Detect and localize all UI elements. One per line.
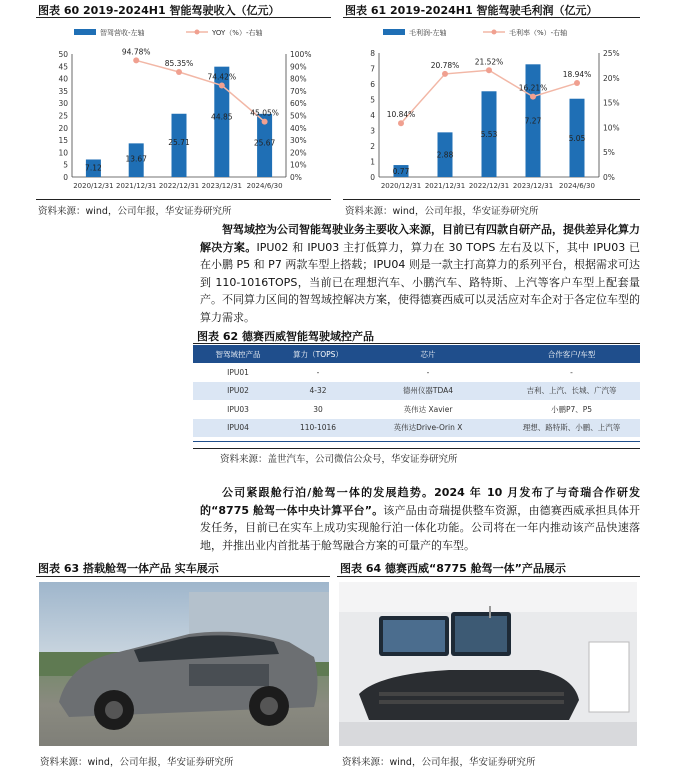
bar-value-label: 2.88 [436,150,454,160]
cell-product: IPU04 [193,419,283,438]
line-value-label: 21.52% [474,57,504,67]
line-point [398,120,404,126]
header-customers: 合作客户/车型 [503,345,640,363]
y-right-tick-label: 10% [603,123,620,133]
bar-value-label: 25.71 [168,138,190,148]
y-left-tick-label: 30 [58,99,68,109]
line-point [262,119,268,125]
cell-compute: - [316,367,320,377]
y-right-tick-label: 100% [290,50,312,59]
fig62-title-rule [193,343,640,344]
y-right-tick-label: 80% [290,74,307,84]
x-tick-label: 2021/12/31 [116,182,157,190]
y-right-tick-label: 15% [603,98,620,108]
y-left-tick-label: 4 [370,111,375,120]
table-surface [339,722,637,746]
y-right-tick-label: 90% [290,62,307,72]
y-right-tick-label: 40% [290,123,307,133]
car-decal [189,664,269,686]
y-left-tick-label: 45 [58,62,68,72]
vent-1 [379,692,564,696]
y-left-tick-label: 2 [370,142,375,151]
y-right-tick-label: 20% [603,73,620,83]
line-value-label: 16.21% [518,83,548,93]
fig60-source-rule [36,199,331,200]
vent-2 [379,700,564,704]
y-right-tick-label: 10% [290,160,307,170]
cell-chip: - [426,367,430,377]
product-illustration [339,582,637,746]
legend-line-marker [492,30,497,35]
body-paragraph-2 [200,484,640,554]
product-table [193,345,640,437]
y-right-tick-label: 0% [290,173,302,182]
line-point [574,80,580,86]
y-left-tick-label: 15 [58,136,68,146]
bar-value-label: 13.67 [125,154,147,164]
x-tick-label: 2021/12/31 [424,182,466,190]
legend-bar-label: 智驾营收-左轴 [100,29,145,37]
x-tick-label: 2024/6/30 [559,182,595,190]
table-header-row [193,345,640,363]
y-left-tick-label: 50 [58,50,68,59]
backdrop [339,582,637,612]
fig64-title-rule [337,576,640,577]
bar-value-label: 5.53 [480,130,498,140]
y-right-tick-label: 50% [290,111,307,121]
car-photo [39,582,329,746]
bar-value-label: 5.05 [568,133,586,143]
fig60-title-rule [36,17,331,18]
legend-line-marker [195,30,200,35]
fig60-source: 资料来源：wind，公司年报，华安证券研究所 [38,206,232,217]
legend-bar-label: 毛利润-左轴 [409,29,447,37]
mount [489,606,491,618]
y-left-tick-label: 5 [370,95,375,105]
y-left-tick-label: 20 [58,123,68,133]
header-compute: 算力（TOPS） [283,345,353,363]
fig61-source-rule [343,199,640,200]
y-right-tick-label: 70% [290,86,307,96]
fig61-chart [343,20,640,198]
para1-rest: IPU02 和 IPU03 主打低算力，算力在 30 TOPS 左右及以下，其中 IPU03 已在小鹏 P5 和 P7 两款车型上搭载；IPU04 则是一款主打高算力的系列平台，根据需求可达到 110-1016TOPS，当前已在理想汽车、小鹏汽车、路特斯、上汽等客户车型上配套量产。不同算力区间的智驾域控解决方案，使得德赛西威可以灵活应对车企对于各定位车型的算力需求。 [200,240,640,324]
car-illustration [39,582,329,746]
legend-bar-swatch [74,29,96,35]
fig64-title: 图表 64 德赛西威“8775 舱驾一体”产品展示 [340,562,566,575]
x-tick-label: 2020/12/31 [380,182,422,190]
legend-line-label: YOY（%）-右轴 [212,29,263,37]
y-left-tick-label: 5 [63,160,68,170]
cell-compute: 30 [313,404,323,414]
y-right-tick-label: 30% [290,136,307,146]
cell-compute: 4-32 [283,382,353,401]
fig60-chart [36,20,332,198]
cell-compute: 110-1016 [283,419,353,438]
line-point [442,71,448,77]
line-point [219,82,225,88]
y-left-tick-label: 7 [370,64,375,74]
bar-value-label: 44.85 [211,112,233,122]
series-line [136,60,264,121]
line-value-label: 18.94% [562,70,592,80]
line-point [133,57,139,63]
y-right-tick-label: 20% [290,148,307,158]
table-row [193,382,640,401]
line-point [486,67,492,73]
para1-bold: 智驾域控为公司智能驾驶业务主要收入来源，目前已有四款自研产品，提供差异化算力解决方案。 [200,223,640,254]
line-value-label: 85.35% [164,59,194,69]
line-point [530,94,536,100]
y-right-tick-label: 5% [603,148,615,158]
para2-bold: 公司紧跟舱行泊/舱驾一体的发展趋势。2024 年 10 月发布了与奇瑞合作研发的“8775 舱驾一体中央计算平台”。 [200,486,640,517]
para2-rest: 该产品由奇瑞提供整车资源，由德赛西威承担具体开发任务，目前已在实车上成功实现舱行泊一体化功能。公司将在一年内推动该产品快速落地，并推出业内首批基于舱驾融合方案的可量产的车型。 [200,503,641,552]
fig63-title-rule [36,576,330,577]
fig62-title: 图表 62 德赛西威智能驾驶域控产品 [197,330,374,343]
bar-value-label: 25.67 [253,138,276,148]
y-right-tick-label: 25% [603,49,620,58]
product-photo [339,582,637,746]
fig62-source: 资料来源：盖世汽车，公司微信公众号，华安证券研究所 [220,454,458,465]
cell-chip: 德州仪器TDA4 [353,382,503,401]
fig60-title: 图表 60 2019-2024H1 智能驾驶收入（亿元） [38,4,280,17]
line-value-label: 94.78% [121,47,151,57]
line-value-label: 45.05% [250,108,279,118]
fig63-source: 资料来源：wind，公司年报，华安证券研究所 [40,757,234,768]
cell-customers: 理想、路特斯、小鹏、上汽等 [503,419,640,438]
y-left-tick-label: 40 [58,74,68,84]
line-value-label: 74.42% [207,72,237,82]
y-left-tick-label: 3 [370,126,375,136]
y-left-tick-label: 0 [63,173,68,182]
cell-customers: - [570,367,573,377]
fig63-title: 图表 63 搭载舱驾一体产品 实车展示 [38,562,219,575]
bar-value-label: 7.27 [524,116,542,126]
rear-rim [260,697,278,715]
y-left-tick-label: 10 [58,148,68,158]
fig62-source-rule [193,448,640,449]
cell-chip: 英伟达Drive-Orin X [353,419,503,438]
table-row [193,363,640,382]
cell-product: IPU02 [193,382,283,401]
line-point [176,69,182,75]
center-screen-content [455,616,507,652]
cell-product: IPU01 [227,367,249,377]
fig61-source: 资料来源：wind，公司年报，华安证券研究所 [345,206,539,217]
body-paragraph-1 [200,221,640,326]
x-tick-label: 2023/12/31 [201,182,242,190]
x-tick-label: 2022/12/31 [158,182,200,190]
header-chip: 芯片 [353,345,503,363]
cell-product: IPU03 [227,404,249,414]
y-left-tick-label: 25 [58,111,68,121]
y-left-tick-label: 6 [370,80,375,89]
x-tick-label: 2022/12/31 [468,182,510,190]
cell-customers: 吉利、上汽、长城、广汽等 [503,382,640,401]
front-rim [105,701,123,719]
fig64-source: 资料来源：wind，公司年报，华安证券研究所 [342,757,536,768]
fig61-title: 图表 61 2019-2024H1 智能驾驶毛利润（亿元） [345,4,598,17]
y-left-tick-label: 0 [370,173,375,182]
line-value-label: 10.84% [386,110,416,120]
y-left-tick-label: 1 [370,157,375,167]
left-screen-content [383,620,445,652]
y-left-tick-label: 8 [370,49,375,58]
bar-value-label: 0.77 [392,167,410,176]
bar-value-label: 7.12 [85,163,102,173]
fig61-title-rule [343,17,640,18]
fig62-bottom-rule [193,441,640,442]
x-tick-label: 2023/12/31 [512,182,554,190]
y-left-tick-label: 35 [58,86,68,96]
info-placard [589,642,629,712]
cell-chip: 英伟达 Xavier [403,404,453,414]
table-row [193,419,640,438]
line-value-label: 20.78% [430,60,460,70]
header-product: 智驾域控产品 [193,345,283,363]
x-tick-label: 2020/12/31 [73,182,114,190]
legend-line-label: 毛利率（%）-右轴 [509,29,568,37]
table-row [193,400,640,419]
cell-customers: 小鹏P7、P5 [550,404,593,414]
x-tick-label: 2024/6/30 [246,182,283,190]
legend-bar-swatch [383,29,405,35]
y-right-tick-label: 0% [603,173,615,182]
y-right-tick-label: 60% [290,99,307,109]
